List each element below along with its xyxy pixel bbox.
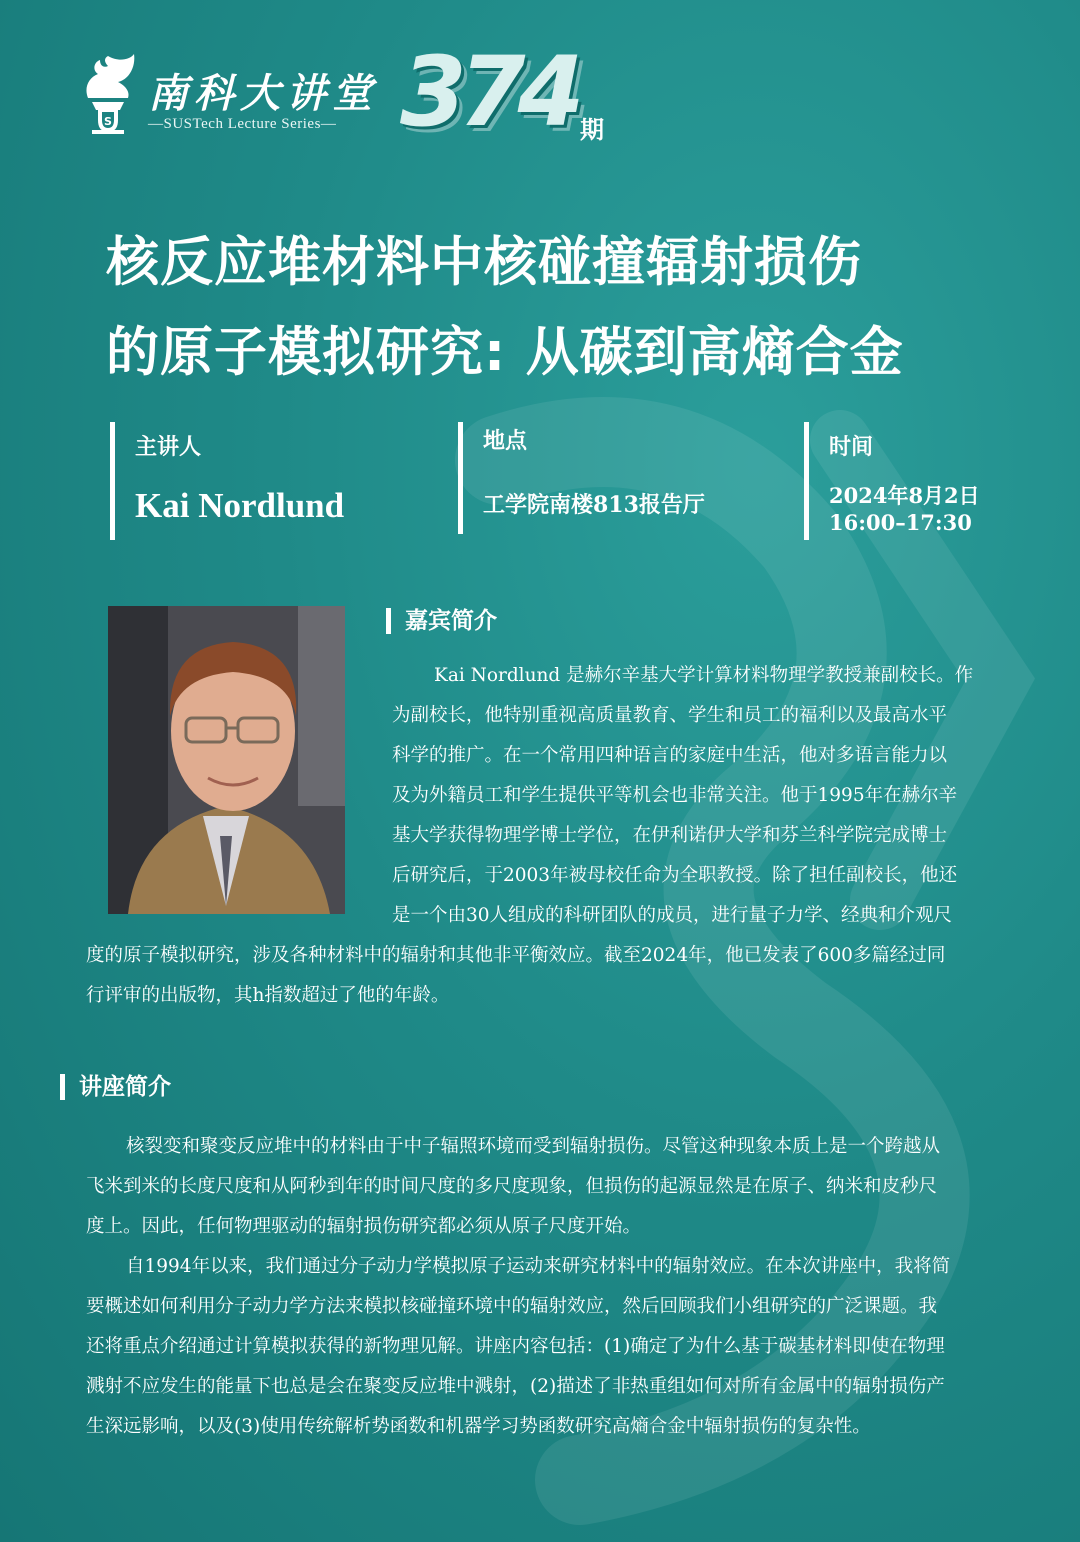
brand-name: 南科大讲堂 <box>148 70 378 117</box>
lecture-line: 要概述如何利用分子动力学方法来模拟核碰撞环境中的辐射效应，然后回顾我们小组研究的广泛课题。我 <box>86 1296 938 1317</box>
lecture-line: 溅射不应发生的能量下也总是会在聚变反应堆中溅射，(2)描述了非热重组如何对所有金属中的辐射损伤产 <box>86 1376 945 1397</box>
svg-text:S: S <box>104 115 112 128</box>
title-line-2: 的原子模拟研究: 从碳到高熵合金 <box>106 322 904 383</box>
lecture-title <box>106 218 1006 398</box>
title-line-1: 核反应堆材料中核碰撞辐射损伤 <box>106 232 862 293</box>
speaker-name: Kai Nordlund <box>135 486 345 525</box>
bio-heading: 嘉宾简介 <box>386 608 497 634</box>
bio-line: 行评审的出版物，其h指数超过了他的年龄。 <box>86 985 450 1006</box>
time-block <box>804 422 1069 540</box>
brand-subtitle: —SUSTech Lecture Series— <box>148 116 337 132</box>
lecture-line: 自1994年以来，我们通过分子动力学模拟原子运动来研究材料中的辐射效应。在本次讲座中，我将简 <box>126 1256 951 1277</box>
bio-line: 及为外籍员工和学生提供平等机会也非常关注。他于1995年在赫尔辛 <box>392 785 958 806</box>
time-label: 时间 <box>829 434 874 460</box>
speaker-label: 主讲人 <box>135 434 202 460</box>
torch-logo-icon <box>78 52 138 138</box>
bio-line: 是一个由30人组成的科研团队的成员，进行量子力学、经典和介观尺 <box>392 905 953 926</box>
hours-value: 16:00–17:30 <box>829 510 972 535</box>
venue-label: 地点 <box>483 428 528 454</box>
lecture-heading: 讲座简介 <box>60 1074 171 1100</box>
speaker-block <box>110 422 435 540</box>
venue-value: 工学院南楼813报告厅 <box>483 492 705 518</box>
bio-line: 后研究后，于2003年被母校任命为全职教授。除了担任副校长，他还 <box>392 865 958 886</box>
bio-line: Kai Nordlund 是赫尔辛基大学计算材料物理学教授兼副校长。作 <box>434 665 974 686</box>
issue-number: 374 <box>400 36 577 148</box>
bio-line: 为副校长，他特别重视高质量教育、学生和员工的福利以及最高水平 <box>392 705 948 726</box>
lecture-paragraph <box>86 1127 1002 1447</box>
lecture-line: 还将重点介绍通过计算模拟获得的新物理见解。讲座内容包括：(1)确定了为什么基于碳基材料即使在物理 <box>86 1336 945 1357</box>
date-value: 2024年8月2日 <box>829 483 980 508</box>
bio-paragraph <box>86 656 1002 1016</box>
bio-line: 度的原子模拟研究，涉及各种材料中的辐射和其他非平衡效应。截至2024年，他已发表了600多篇经过同 <box>86 945 946 966</box>
lecture-line: 核裂变和聚变反应堆中的材料由于中子辐照环境而受到辐射损伤。尽管这种现象本质上是一个跨越从 <box>126 1136 941 1157</box>
lecture-line: 飞米到米的长度尺度和从阿秒到年的时间尺度的多尺度现象，但损伤的起源显然是在原子、纳米和皮秒尺 <box>86 1176 938 1197</box>
bio-line: 基大学获得物理学博士学位，在伊利诺伊大学和芬兰科学院完成博士 <box>392 825 948 846</box>
issue-suffix: 期 <box>580 116 604 144</box>
venue-block <box>458 422 783 534</box>
bio-line: 科学的推广。在一个常用四种语言的家庭中生活，他对多语言能力以 <box>392 745 948 766</box>
lecture-line: 度上。因此，任何物理驱动的辐射损伤研究都必须从原子尺度开始。 <box>86 1216 642 1237</box>
lecture-line: 生深远影响，以及(3)使用传统解析势函数和机器学习势函数研究高熵合金中辐射损伤的复杂性。 <box>86 1416 871 1437</box>
